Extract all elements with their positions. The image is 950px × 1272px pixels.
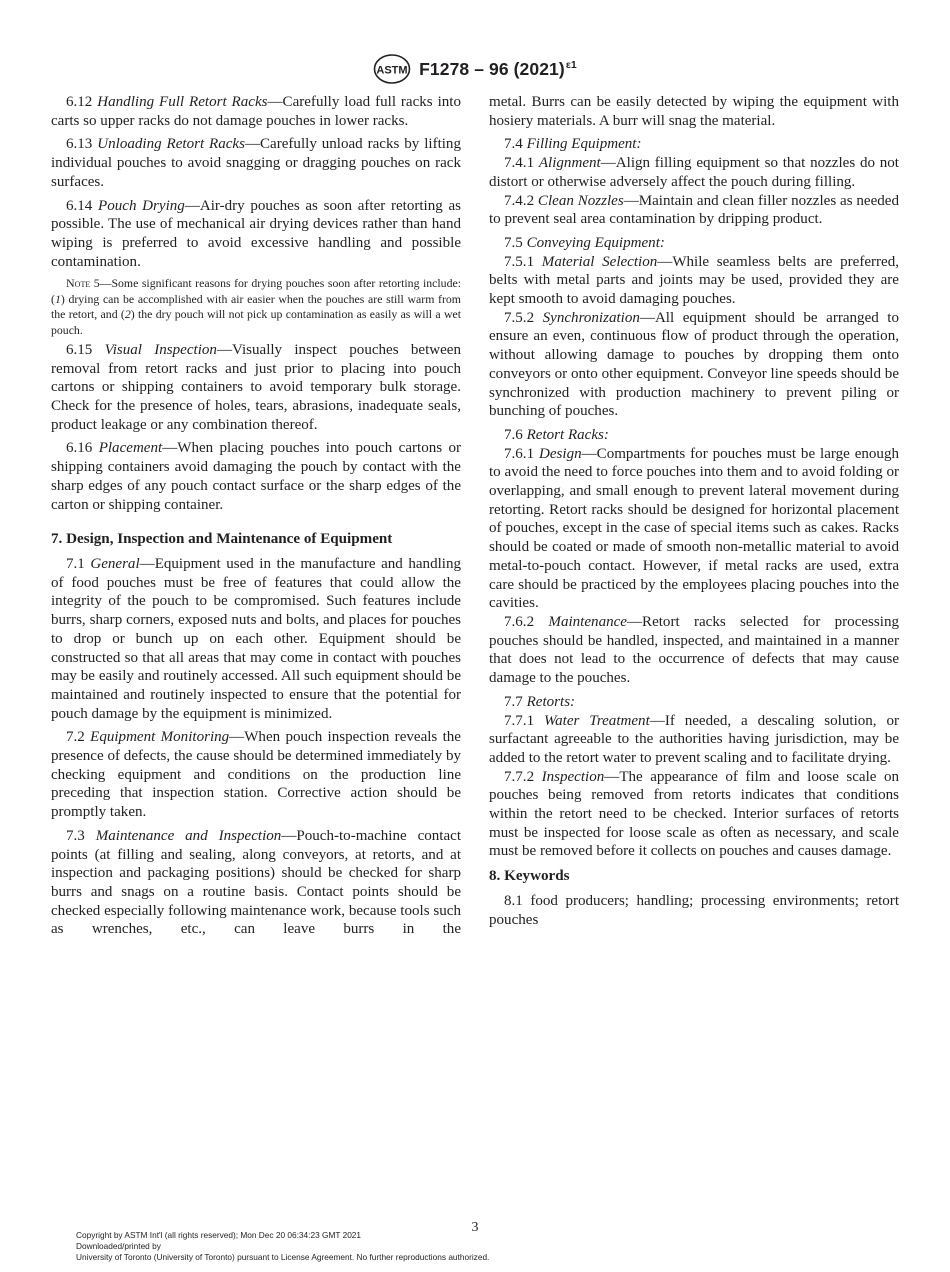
- section-7-4-2: 7.4.2 Clean Nozzles—Maintain and clean filler nozzles as needed to prevent seal area contamination by dripping product.: [489, 192, 899, 228]
- heading-7-6: 7.6 Retort Racks:: [504, 426, 609, 443]
- page-header: [0, 52, 950, 86]
- section-7-5-2: 7.5.2 Synchronization—All equipment should be arranged to ensure an even, continuous flow of product through the operation, without allowing damage to pouches by dropping them onto conveyors or onto other equipment. Conveyor line speeds should be synchronized with production machinery to prevent piling or bunching of pouches.: [489, 309, 900, 420]
- section-6-15: 6.15 Visual Inspection—Visually inspect pouches between removal from retort racks and just prior to placing into pouch cartons or shipping containers to avoid temporary bulk storage. Check for the presence of holes, tears, abrasions, inadequate seals, product leakage or any combination thereof.: [51, 341, 462, 433]
- section-7-7-2: 7.7.2 Inspection—The appearance of film and loose scale on pouches being removed from retorts indicates that conditions within the retort need to be checked. Interior surfaces of retorts must be inspected for loose scale as often as necessary, and scale must be removed before it collects on pouches and causes damage.: [489, 768, 900, 860]
- svg-text:ASTM: ASTM: [376, 64, 408, 77]
- right-column: [489, 93, 899, 934]
- section-7-2: 7.2 Equipment Monitoring—When pouch inspection reveals the presence of defects, the cause should be determined immediately by checking equipment and conditions on the production line preceding that inspection station. Corrective action should be promptly taken.: [51, 729, 461, 821]
- section-7-7-1: 7.7.1 Water Treatment—If needed, a descaling solution, or surfactant agreeable to the authorities having jurisdiction, may be added to the retort water to prevent scaling and to facilitate drying.: [489, 712, 899, 766]
- heading-7-7: 7.7 Retorts:: [504, 693, 576, 710]
- section-7-3-continued: metal. Burrs can be easily detected by wiping the equipment with hosiery materials. A burr will snag the material.: [489, 94, 899, 129]
- heading-section-7: 7. Design, Inspection and Maintenance of Equipment: [51, 531, 393, 548]
- section-7-6-2: 7.6.2 Maintenance—Retort racks selected for processing pouches should be handled, inspected, and maintained in a manner that does not lead to the occurrence of defects that may cause damage to the pouches.: [489, 613, 899, 687]
- section-7-5-1: 7.5.1 Material Selection—While seamless belts are preferred, belts with metal parts and joints may be used, provided they are kept smooth to avoid damaging pouches.: [489, 253, 899, 308]
- page-number: 3: [471, 1220, 479, 1235]
- standard-designation: F1278 – 96 $(2021)^{\varepsilon 1}$: [419, 58, 577, 79]
- section-7-6-1: 7.6.1 Design—Compartments for pouches must be large enough to avoid the need to force pouches into them and to avoid folding or overlapping, and small enough to prevent lateral movement during retorting. Retort racks should be designed for horizontal placement of pouches, except in the case of special items such as cakes. Racks should be coated or made of smooth non-metallic material to avoid metal-to-pouch contact. However, if metal racks are used, extra care should be practiced by the employees placing pouches into the cavities.: [489, 445, 899, 612]
- section-7-4-1: 7.4.1 Alignment—Align filling equipment so that nozzles do not distort or otherwise adversely affect the pouch during filling.: [489, 155, 899, 190]
- heading-7-4: 7.4 Filling Equipment:: [504, 136, 642, 153]
- astm-logo-icon: [373, 54, 411, 84]
- note-5: Note 5—Some significant reasons for drying pouches soon after retorting include: (1) drying can be accomplished with air easier when the pouches are still warm from the retort, and (2) the dry pouch will not pick up contamination as easily as will a wet pouch.: [51, 276, 461, 337]
- section-8-1: 8.1 food producers; handling; processing environments; retort pouches: [489, 892, 899, 928]
- heading-section-8: 8. Keywords: [489, 868, 570, 885]
- heading-7-5: 7.5 Conveying Equipment:: [504, 234, 665, 251]
- left-column: [51, 93, 461, 944]
- section-6-13: 6.13 Unloading Retort Racks—Carefully unload racks by lifting individual pouches to avoid snagging or dragging pouches on rack surfaces.: [51, 136, 461, 190]
- copyright-notice: [76, 1230, 489, 1263]
- copyright-line-3: University of Toronto (University of Toronto) pursuant to License Agreement. No further reproductions authorized.: [76, 1252, 490, 1262]
- copyright-line-1: Copyright by ASTM Int'l (all rights reserved); Mon Dec 20 06:34:23 GMT 2021: [76, 1230, 362, 1240]
- section-6-16: 6.16 Placement—When placing pouches into pouch cartons or shipping containers avoid damaging the pouch by contact with the sharp edges of any pouch contact surface or the sharp edges of the carton or shipping container.: [51, 440, 461, 513]
- section-7-1: 7.1 General—Equipment used in the manufacture and handling of food pouches must be free of features that could allow the integrity of the pouch to be compromised. Such features include burrs, sharp corners, exposed nuts and bolts, and places for pouches to drop or bunch up on each other. Equipment should be constructed so that all areas that may come in contact with pouches may be easily and routinely accessed. All such equipment should be maintained and routinely inspected to ensure that the potential for pouch damage by the equipment is minimized.: [51, 555, 461, 722]
- section-6-14: 6.14 Pouch Drying—Air-dry pouches as soon after retorting as possible. The use of mechanical air drying devices rather than hand wiping is preferred to avoid excessive handling and possible contamination.: [51, 197, 461, 270]
- copyright-line-2: Downloaded/printed by: [76, 1241, 161, 1251]
- section-6-12: 6.12 Handling Full Retort Racks—Carefully load full racks into carts so upper racks do not damage pouches in lower racks.: [51, 94, 461, 129]
- section-7-3: 7.3 Maintenance and Inspection—Pouch-to-machine contact points (at filling and sealing, along conveyors, at retorts, and at inspection and packaging positions) should be checked for sharp burrs and snags on a routine basis. Contact points should be checked especially following maintenance work, because tools such as wrenches, etc., can leave burrs in the: [51, 827, 462, 938]
